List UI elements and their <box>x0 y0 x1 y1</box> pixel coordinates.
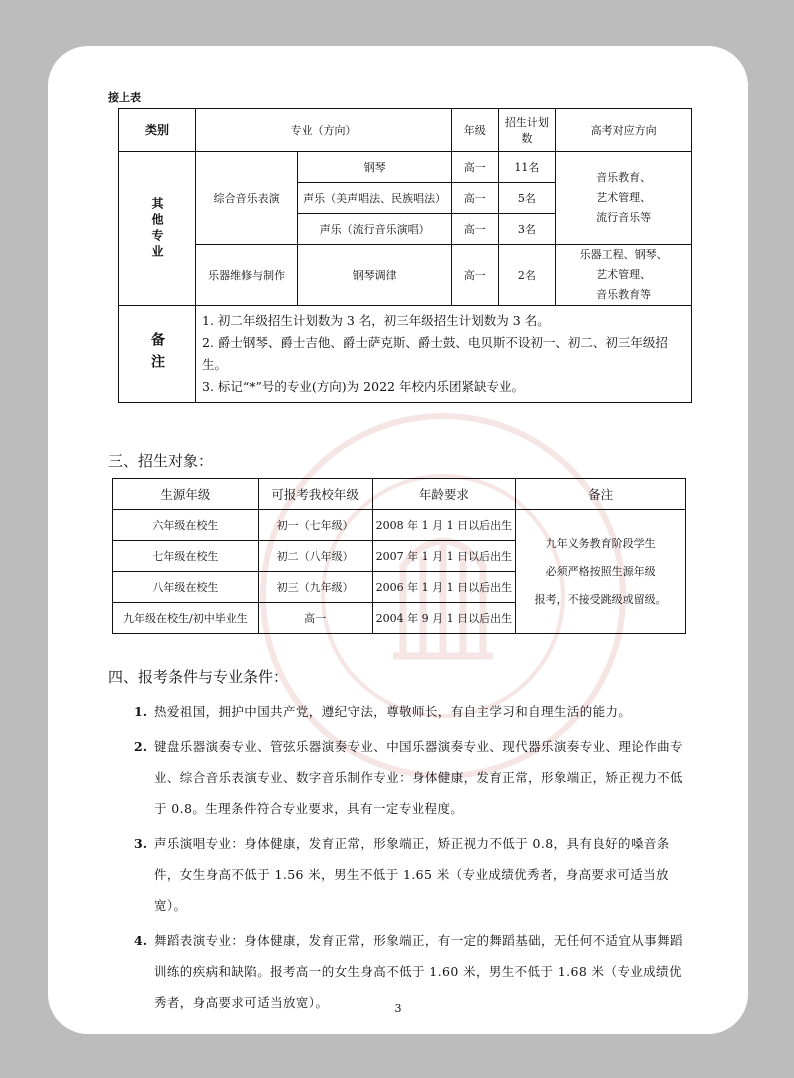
grade-cell: 高一 <box>452 245 499 306</box>
group-name: 综合音乐表演 <box>196 152 298 245</box>
age-cell: 2007 年 1 月 1 日以后出生 <box>372 541 516 572</box>
header-apply-grade: 可报考我校年级 <box>258 479 372 510</box>
source-grade-cell: 六年级在校生 <box>113 510 259 541</box>
section-4-title: 四、报考条件与专业条件： <box>108 668 289 686</box>
grade-cell: 高一 <box>452 152 499 183</box>
plan-cell: 2名 <box>498 245 556 306</box>
notes-row <box>119 306 692 403</box>
conditions-list <box>134 696 694 1022</box>
apply-grade-cell: 初一（七年级） <box>258 510 372 541</box>
apply-grade-cell: 初二（八年级） <box>258 541 372 572</box>
remark-cell <box>516 510 686 634</box>
header-remark: 备注 <box>516 479 686 510</box>
list-item <box>134 696 694 727</box>
source-grade-cell: 九年级在校生/初中毕业生 <box>113 603 259 634</box>
target-line: 艺术管理、 <box>596 268 652 281</box>
page-number: 3 <box>394 1002 402 1015</box>
apply-grade-cell: 高一 <box>258 603 372 634</box>
plan-cell: 11名 <box>498 152 556 183</box>
target-line: 艺术管理、 <box>596 191 652 204</box>
target-line: 音乐教育、 <box>596 171 652 184</box>
header-grade: 年级 <box>452 109 499 152</box>
target-line: 流行音乐等 <box>596 211 652 224</box>
category-cell: 其他专业 <box>119 152 196 306</box>
item-number: 4. <box>134 933 148 948</box>
enrollment-plan-table <box>118 108 692 403</box>
plan-cell: 3名 <box>498 214 556 245</box>
table-row <box>119 245 692 306</box>
header-source-grade: 生源年级 <box>113 479 259 510</box>
direction-cell: 声乐（流行音乐演唱） <box>298 214 452 245</box>
remark-line: 报考，不接受跳级或留级。 <box>534 592 667 606</box>
note-item: 2. 爵士钢琴、爵士吉他、爵士萨克斯、爵士鼓、电贝斯不设初一、初二、初三年级招生。 <box>202 335 668 372</box>
target-line: 乐器工程、钢琴、 <box>579 248 668 261</box>
group-name: 乐器维修与制作 <box>196 245 298 306</box>
table-row <box>113 510 686 541</box>
target-direction <box>556 245 692 306</box>
header-major: 专业（方向） <box>196 109 452 152</box>
note-item: 1. 初二年级招生计划数为 3 名，初三年级招生计划数为 3 名。 <box>202 313 550 328</box>
header-direction: 高考对应方向 <box>556 109 692 152</box>
remark-line: 九年义务教育阶段学生 <box>545 536 656 550</box>
source-grade-cell: 八年级在校生 <box>113 572 259 603</box>
age-cell: 2004 年 9 月 1 日以后出生 <box>372 603 516 634</box>
header-age: 年龄要求 <box>372 479 516 510</box>
header-category: 类别 <box>119 109 196 152</box>
age-cell: 2006 年 1 月 1 日以后出生 <box>372 572 516 603</box>
header-plan: 招生计划数 <box>498 109 556 152</box>
list-item <box>134 731 694 824</box>
remark-line: 必须严格按照生源年级 <box>545 564 656 578</box>
notes-cell <box>196 306 692 403</box>
enrollment-target-table <box>112 478 686 634</box>
item-text: 声乐演唱专业：身体健康，发育正常，形象端正，矫正视力不低于 0.8，具有良好的嗓音条件，女生身高不低于 1.56 米，男生不低于 1.65 米（专业成绩优秀者，身高要求可适当放宽）。 <box>154 836 670 913</box>
item-text: 热爱祖国，拥护中国共产党，遵纪守法，尊敬师长，有自主学习和自理生活的能力。 <box>154 704 632 719</box>
grade-cell: 高一 <box>452 214 499 245</box>
continued-label: 接上表 <box>108 91 141 104</box>
plan-cell: 5名 <box>498 183 556 214</box>
table-row <box>119 152 692 183</box>
age-cell: 2008 年 1 月 1 日以后出生 <box>372 510 516 541</box>
direction-cell: 声乐（美声唱法、民族唱法） <box>298 183 452 214</box>
note-item: 3. 标记“*”号的专业(方向)为 2022 年校内乐团紧缺专业。 <box>202 379 524 394</box>
target-line: 音乐教育等 <box>596 288 652 301</box>
direction-cell: 钢琴 <box>298 152 452 183</box>
table-header-row <box>113 479 686 510</box>
document-page <box>48 46 748 1034</box>
item-number: 1. <box>134 704 148 719</box>
source-grade-cell: 七年级在校生 <box>113 541 259 572</box>
direction-cell: 钢琴调律 <box>298 245 452 306</box>
apply-grade-cell: 初三（九年级） <box>258 572 372 603</box>
grade-cell: 高一 <box>452 183 499 214</box>
table-header-row <box>119 109 692 152</box>
item-number: 2. <box>134 739 148 754</box>
list-item <box>134 828 694 921</box>
item-text: 键盘乐器演奏专业、管弦乐器演奏专业、中国乐器演奏专业、现代器乐演奏专业、理论作曲专业、综合音乐表演专业、数字音乐制作专业：身体健康，发育正常，形象端正，矫正视力不低于 0.8。生理条件符合专业要求，具有一定专业程度。 <box>154 739 683 816</box>
item-text: 舞蹈表演专业：身体健康，发育正常，形象端正，有一定的舞蹈基础，无任何不适宜从事舞蹈训练的疾病和缺陷。报考高一的女生身高不低于 1.60 米，男生不低于 1.68 米（专业成绩优秀者，身高要求可适当放宽）。 <box>154 933 683 1010</box>
notes-label: 备注 <box>119 306 196 403</box>
item-number: 3. <box>134 836 148 851</box>
target-direction <box>556 152 692 245</box>
section-3-title: 三、招生对象： <box>108 452 214 470</box>
